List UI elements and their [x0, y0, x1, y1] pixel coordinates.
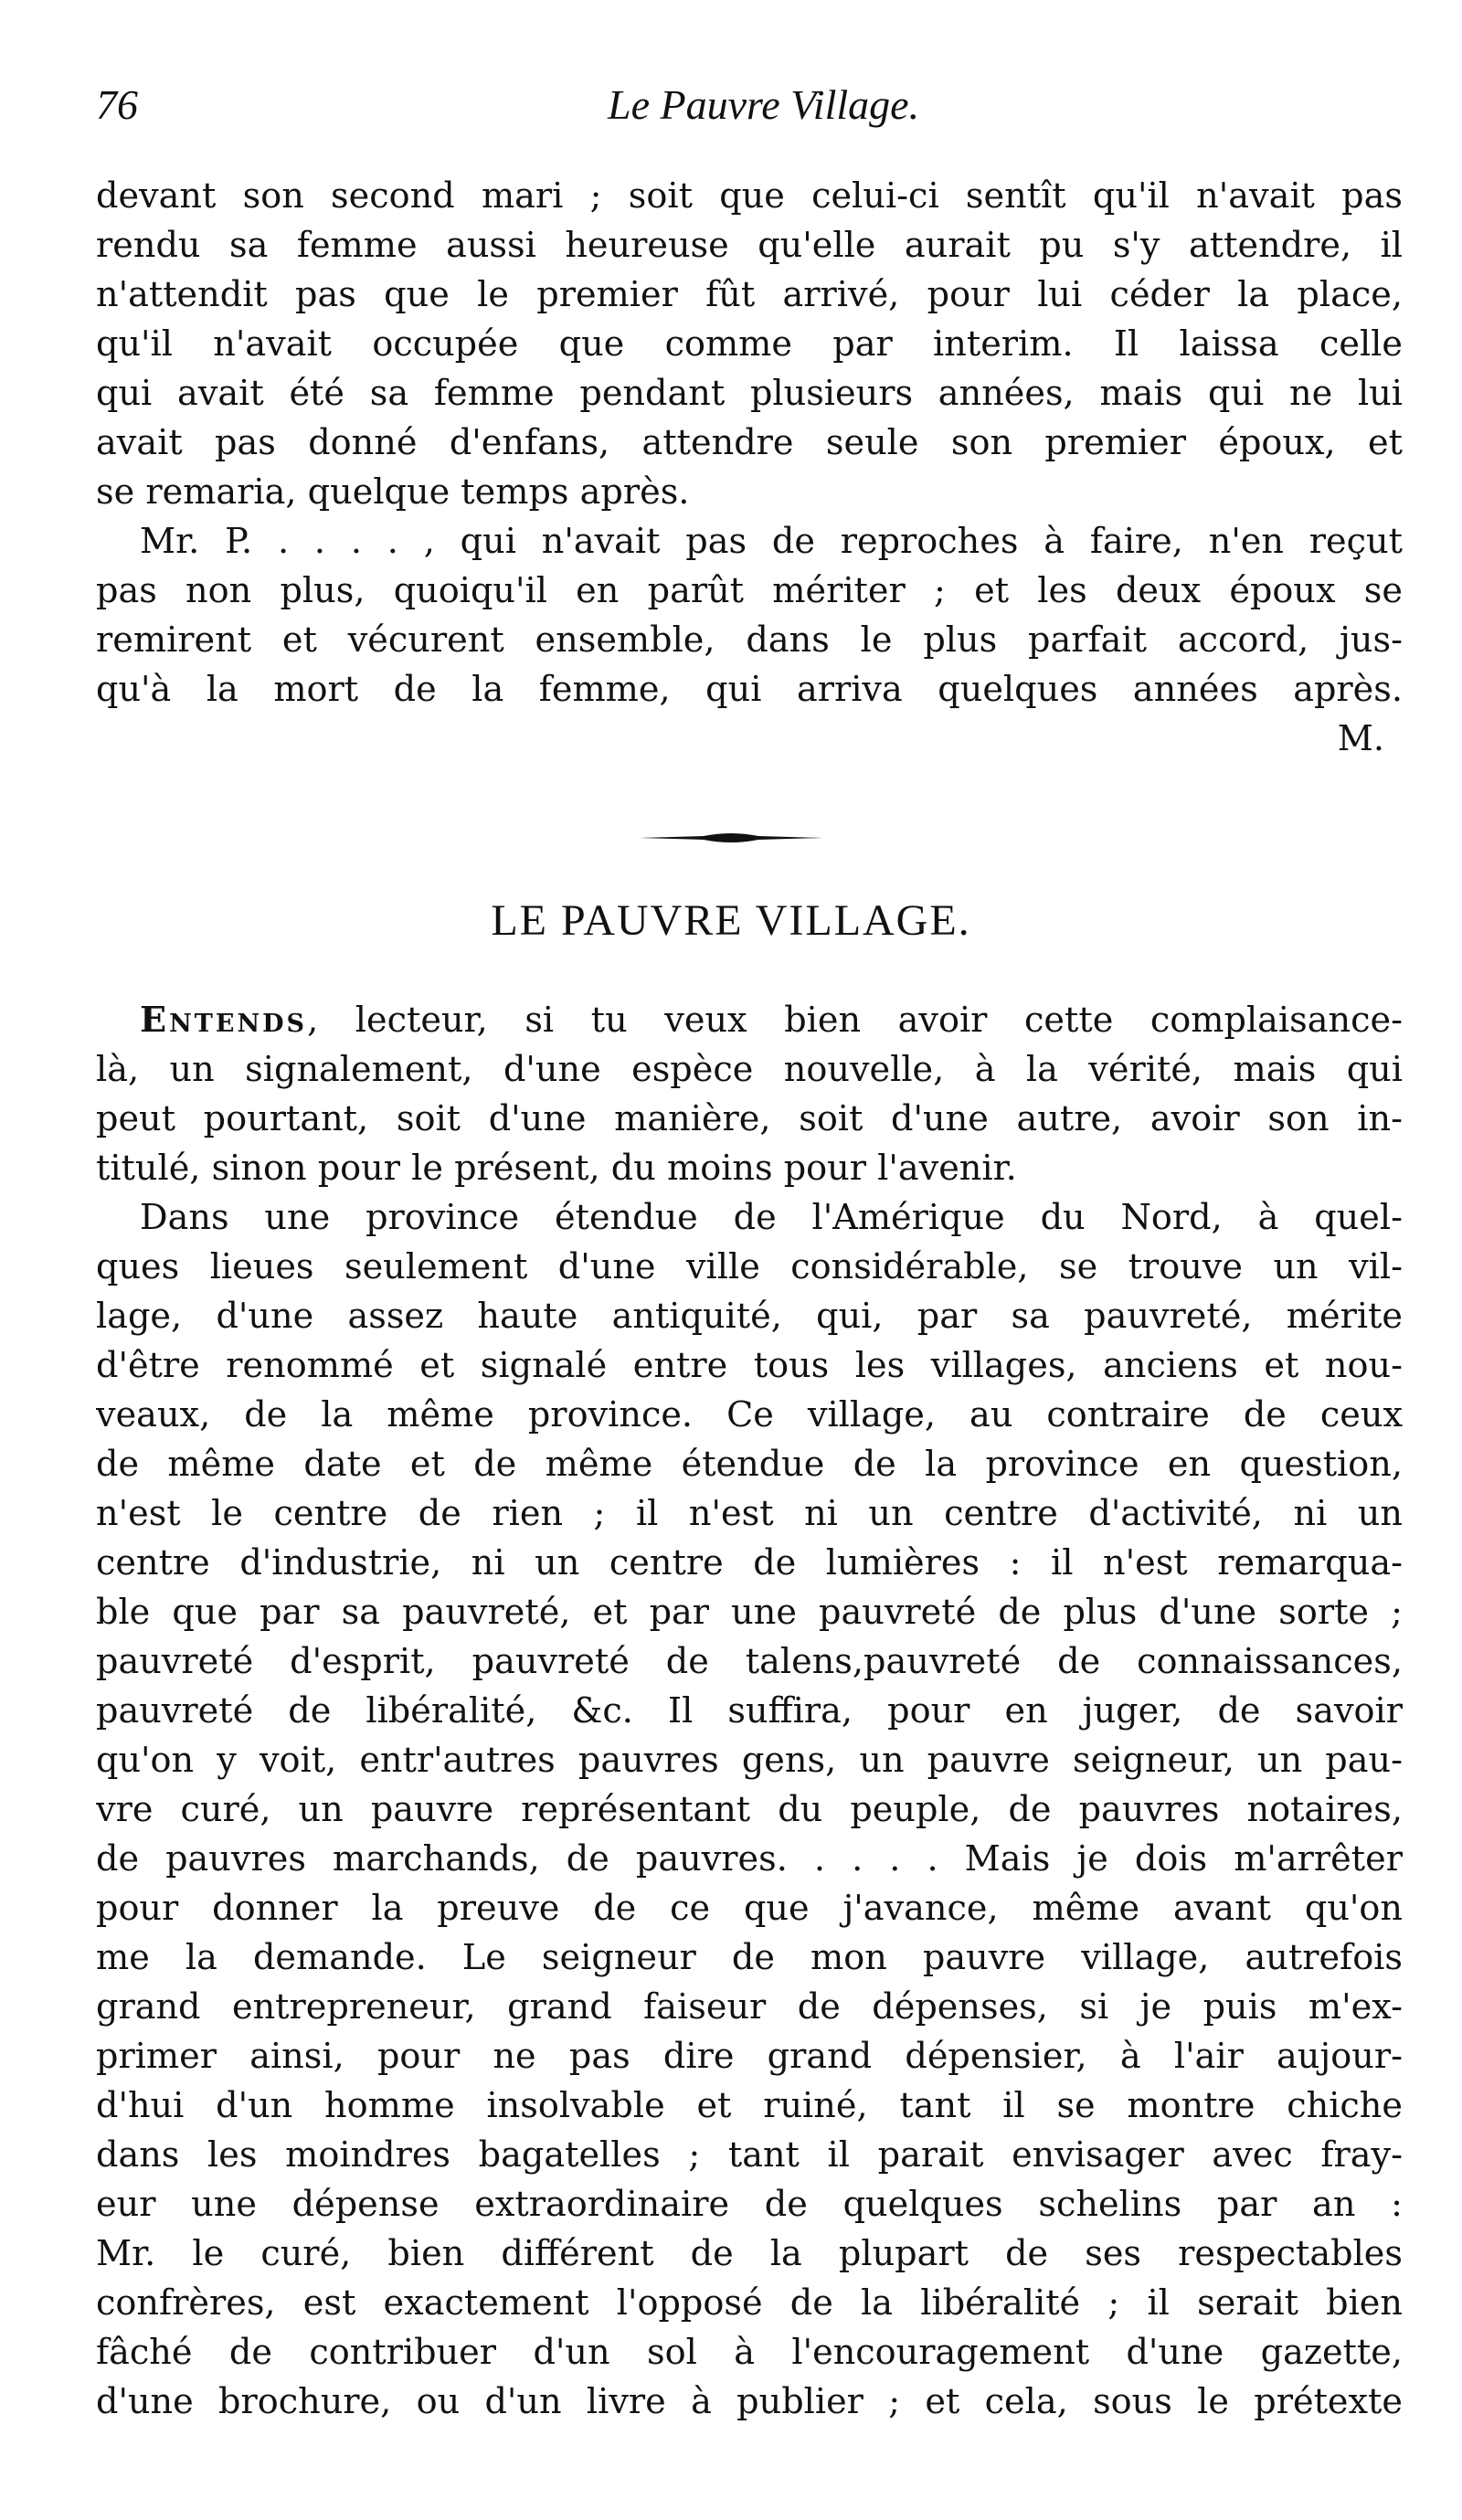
text-line: peut pourtant, soit d'une manière, soit d'une autre, avoir son in-: [96, 1099, 1403, 1139]
article-text: [96, 996, 1403, 2427]
text-line: qu'on y voit, entr'autres pauvres gens, un pauvre seigneur, un pau-: [96, 1741, 1403, 1781]
text-line: d'être renommé et signalé entre tous les villages, anciens et nou-: [96, 1346, 1403, 1386]
author-signature: M.: [1337, 719, 1384, 759]
text-line: devant son second mari ; soit que celui-ci sentît qu'il n'avait pas: [96, 176, 1403, 217]
text-line: Dans une province étendue de l'Amérique du Nord, à quel-: [140, 1198, 1403, 1238]
text-line: de même date et de même étendue de la province en question,: [96, 1445, 1403, 1485]
ornament-divider: [640, 831, 822, 845]
text-line: de pauvres marchands, de pauvres. . . . . Mais je dois m'arrêter: [96, 1839, 1403, 1879]
text-line: primer ainsi, pour ne pas dire grand dépensier, à l'air aujour-: [96, 2037, 1403, 2077]
text-line: ques lieues seulement d'une ville considérable, se trouve un vil-: [96, 1247, 1403, 1287]
text-line: pauvreté d'esprit, pauvreté de talens,pauvreté de connaissances,: [96, 1642, 1403, 1682]
text-line: titulé, sinon pour le présent, du moins pour l'avenir.: [96, 1149, 1017, 1189]
drop-word: Entends: [140, 1000, 308, 1041]
previous-article-text: [96, 172, 1403, 764]
running-title: Le Pauvre Village.: [608, 81, 920, 128]
text-line: là, un signalement, d'une espèce nouvelle, à la vérité, mais qui: [96, 1050, 1403, 1090]
text-line: [96, 996, 1403, 1045]
text-line: Mr. P. . . . . , qui n'avait pas de reproches à faire, n'en reçut: [140, 522, 1403, 562]
text-line: veaux, de la même province. Ce village, au contraire de ceux: [96, 1395, 1403, 1435]
text-line: me la demande. Le seigneur de mon pauvre village, autrefois: [96, 1938, 1403, 1978]
text-line: grand entrepreneur, grand faiseur de dépenses, si je puis m'ex-: [96, 1987, 1403, 2028]
text-line: lage, d'une assez haute antiquité, qui, par sa pauvreté, mérite: [96, 1297, 1403, 1337]
page-number: 76: [96, 81, 138, 128]
text-line: confrères, est exactement l'opposé de la libéralité ; il serait bien: [96, 2283, 1403, 2324]
text-line: pauvreté de libéralité, &c. Il suffira, pour en juger, de savoir: [96, 1691, 1403, 1731]
text-line: rendu sa femme aussi heureuse qu'elle aurait pu s'y attendre, il: [96, 226, 1403, 266]
article-title: LE PAUVRE VILLAGE.: [491, 896, 971, 945]
text-line: qu'il n'avait occupée que comme par interim. Il laissa celle: [96, 324, 1403, 365]
text-fragment: , lecteur, si tu veux bien avoir cette complaisance-: [307, 1001, 1403, 1041]
text-line: qu'à la mort de la femme, qui arriva quelques années après.: [96, 670, 1403, 710]
text-line: avait pas donné d'enfans, attendre seule son premier époux, et: [96, 423, 1403, 463]
running-head: [96, 80, 1398, 135]
text-line: fâché de contribuer d'un sol à l'encouragement d'une gazette,: [96, 2333, 1403, 2373]
text-line: pour donner la preuve de ce que j'avance, même avant qu'on: [96, 1889, 1403, 1929]
text-line: n'est le centre de rien ; il n'est ni un centre d'activité, ni un: [96, 1494, 1403, 1534]
text-line: pas non plus, quoiqu'il en parût mériter ; et les deux époux se: [96, 571, 1403, 611]
text-line: qui avait été sa femme pendant plusieurs années, mais qui ne lui: [96, 374, 1403, 414]
text-line: eur une dépense extraordinaire de quelques schelins par an :: [96, 2185, 1403, 2225]
text-line: d'une brochure, ou d'un livre à publier ; et cela, sous le prétexte: [96, 2382, 1403, 2422]
text-line: dans les moindres bagatelles ; tant il parait envisager avec fray-: [96, 2135, 1403, 2176]
text-line: centre d'industrie, ni un centre de lumières : il n'est remarqua-: [96, 1543, 1403, 1583]
text-line: remirent et vécurent ensemble, dans le plus parfait accord, jus-: [96, 620, 1403, 661]
text-line: Mr. le curé, bien différent de la plupart de ses respectables: [96, 2234, 1403, 2274]
text-line: se remaria, quelque temps après.: [96, 472, 690, 513]
text-line: vre curé, un pauvre représentant du peuple, de pauvres notaires,: [96, 1790, 1403, 1830]
text-line: n'attendit pas que le premier fût arrivé, pour lui céder la place,: [96, 275, 1403, 315]
text-line: ble que par sa pauvreté, et par une pauvreté de plus d'une sorte ;: [96, 1593, 1403, 1633]
text-line: d'hui d'un homme insolvable et ruiné, tant il se montre chiche: [96, 2086, 1403, 2126]
